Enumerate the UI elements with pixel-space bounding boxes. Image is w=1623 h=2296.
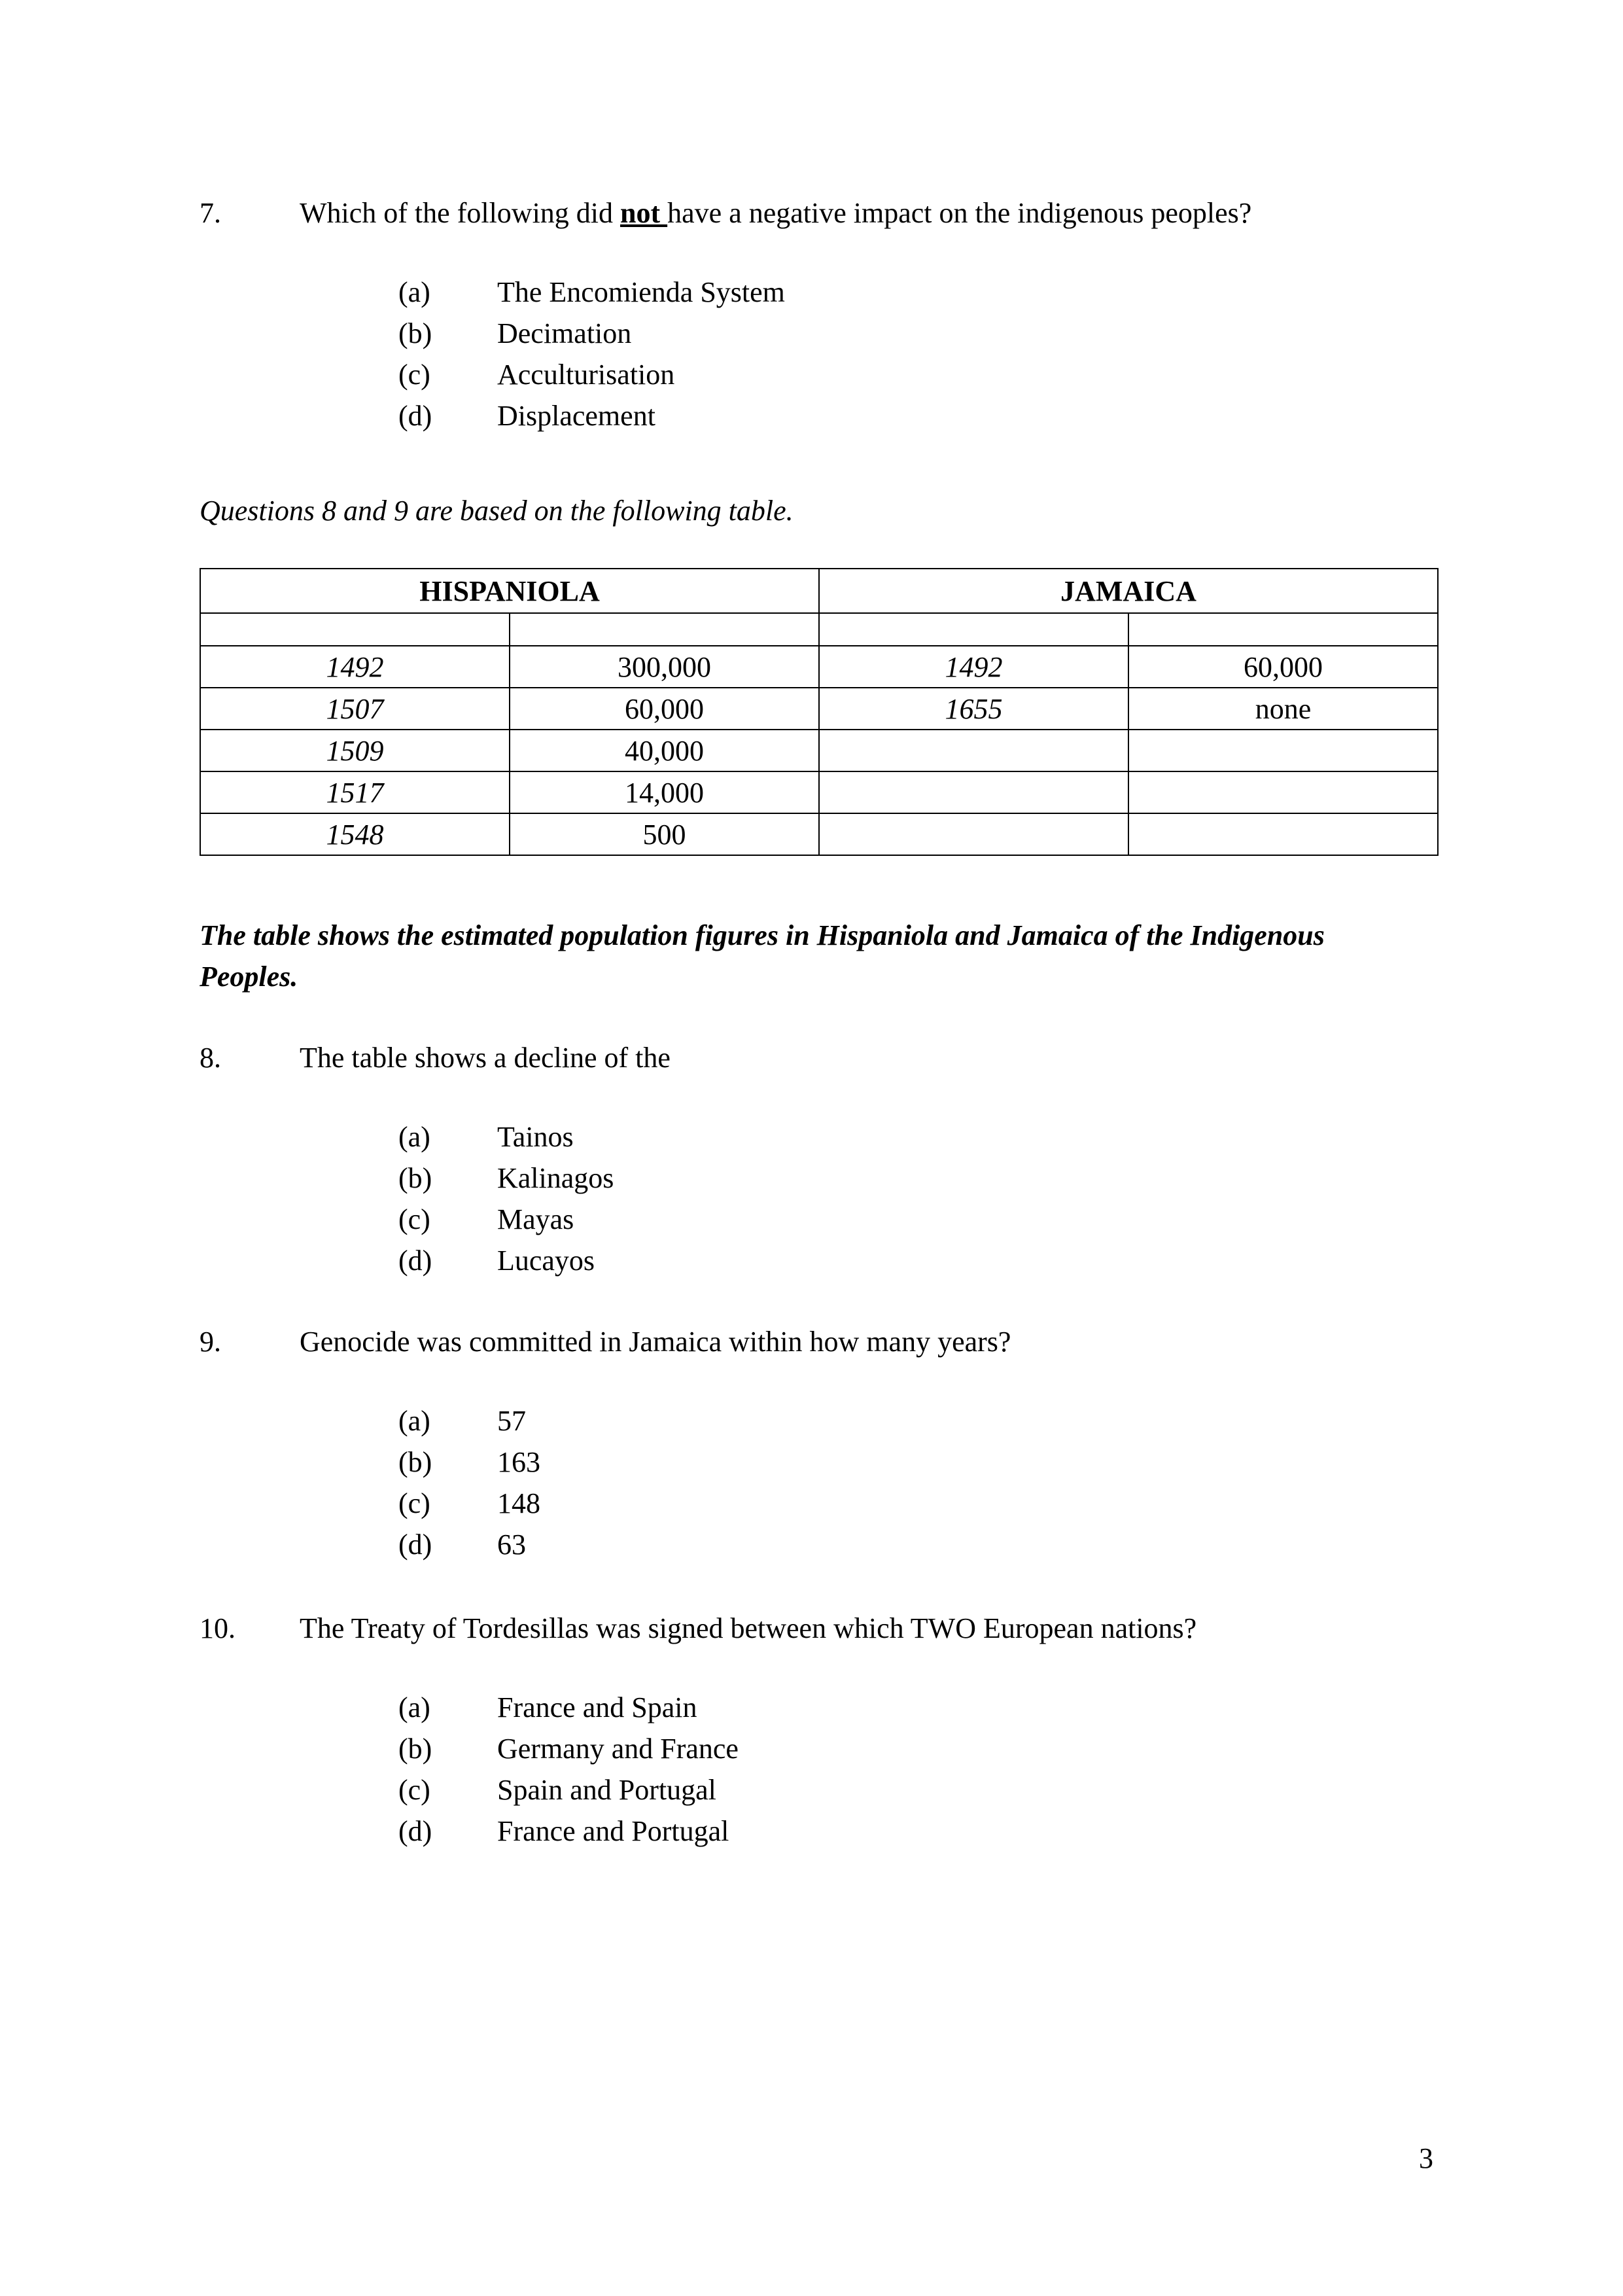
option-a-text: France and Spain	[497, 1691, 697, 1723]
question-10-text: The Treaty of Tordesillas was signed between which TWO European nations?	[300, 1612, 1197, 1644]
option-b-text: Germany and France	[497, 1733, 739, 1765]
hispaniola-year-cell: 1517	[200, 771, 510, 813]
table-caption: The table shows the estimated population figures in Hispaniola and Jamaica of the Indigenous Peoples.	[200, 919, 1325, 993]
page-number: 3	[1419, 2142, 1433, 2174]
question-7	[200, 193, 1439, 436]
table-spacer-row	[200, 613, 1438, 646]
jamaica-year-cell	[819, 771, 1128, 813]
question-7-emphasis: not	[620, 197, 668, 229]
question-7-number: 7.	[200, 197, 221, 229]
hispaniola-year-cell: 1492	[200, 646, 510, 688]
hispaniola-header-cell: HISPANIOLA	[200, 569, 819, 613]
option-b	[398, 1157, 1439, 1199]
option-d	[398, 1524, 1439, 1565]
option-a	[398, 1116, 1439, 1157]
question-10	[200, 1608, 1439, 1852]
table-cell	[819, 613, 1128, 646]
option-a	[398, 1400, 1439, 1441]
question-9-number: 9.	[200, 1326, 221, 1358]
jamaica-year-cell	[819, 730, 1128, 771]
question-8-text: The table shows a decline of the	[300, 1042, 671, 1074]
jamaica-population-cell	[1128, 771, 1438, 813]
option-b-label: (b)	[398, 317, 432, 349]
table-row	[200, 646, 1438, 688]
question-7-text-before: Which of the following did	[300, 197, 621, 229]
option-a	[398, 1687, 1439, 1728]
option-c-text: Mayas	[497, 1203, 574, 1235]
jamaica-population-cell: none	[1128, 688, 1438, 730]
option-b	[398, 1728, 1439, 1769]
question-8	[200, 1038, 1439, 1281]
question-7-text-after: have a negative impact on the indigenous peoples?	[667, 197, 1252, 229]
option-a	[398, 272, 1439, 313]
option-c	[398, 1769, 1439, 1810]
option-d	[398, 1240, 1439, 1281]
option-b-text: Decimation	[497, 317, 632, 349]
table-row	[200, 771, 1438, 813]
question-8-number: 8.	[200, 1042, 221, 1074]
option-c-label: (c)	[398, 1774, 430, 1806]
option-b-label: (b)	[398, 1162, 432, 1194]
option-d	[398, 395, 1439, 436]
option-a-text: Tainos	[497, 1121, 574, 1153]
question-10-options	[398, 1687, 1439, 1852]
jamaica-year-cell: 1492	[819, 646, 1128, 688]
option-d-label: (d)	[398, 1815, 432, 1847]
jamaica-year-cell: 1655	[819, 688, 1128, 730]
option-a-label: (a)	[398, 1691, 430, 1723]
table-row	[200, 730, 1438, 771]
option-d	[398, 1810, 1439, 1852]
option-d-label: (d)	[398, 1528, 432, 1561]
option-d-text: Lucayos	[497, 1245, 595, 1277]
question-9-options	[398, 1400, 1439, 1565]
option-c	[398, 1483, 1439, 1524]
jamaica-year-cell	[819, 813, 1128, 855]
question-9	[200, 1322, 1439, 1565]
option-a-text: The Encomienda System	[497, 276, 785, 308]
hispaniola-population-cell: 300,000	[510, 646, 819, 688]
question-10-number: 10.	[200, 1612, 236, 1644]
hispaniola-year-cell: 1548	[200, 813, 510, 855]
option-c	[398, 1199, 1439, 1240]
option-b-label: (b)	[398, 1446, 432, 1478]
option-d-text: 63	[497, 1528, 526, 1561]
option-a-label: (a)	[398, 276, 430, 308]
option-d-label: (d)	[398, 400, 432, 432]
hispaniola-population-cell: 40,000	[510, 730, 819, 771]
option-b-label: (b)	[398, 1733, 432, 1765]
option-c-label: (c)	[398, 359, 430, 391]
option-c-text: 148	[497, 1487, 540, 1519]
question-8-options	[398, 1116, 1439, 1281]
option-c-label: (c)	[398, 1487, 430, 1519]
hispaniola-year-cell: 1509	[200, 730, 510, 771]
hispaniola-year-cell: 1507	[200, 688, 510, 730]
option-b-text: 163	[497, 1446, 540, 1478]
option-b	[398, 313, 1439, 354]
population-table	[200, 568, 1439, 856]
option-b	[398, 1441, 1439, 1483]
table-row	[200, 688, 1438, 730]
hispaniola-population-cell: 500	[510, 813, 819, 855]
table-cell	[1128, 613, 1438, 646]
option-a-label: (a)	[398, 1405, 430, 1437]
table-cell	[200, 613, 510, 646]
option-c	[398, 354, 1439, 395]
question-9-text: Genocide was committed in Jamaica within how many years?	[300, 1326, 1011, 1358]
option-a-label: (a)	[398, 1121, 430, 1153]
option-d-text: Displacement	[497, 400, 655, 432]
table-header-row	[200, 569, 1438, 613]
table-cell	[510, 613, 819, 646]
option-c-label: (c)	[398, 1203, 430, 1235]
table-intro-note: Questions 8 and 9 are based on the following table.	[200, 495, 794, 527]
hispaniola-population-cell: 14,000	[510, 771, 819, 813]
question-7-options	[398, 272, 1439, 436]
option-c-text: Acculturisation	[497, 359, 675, 391]
jamaica-population-cell: 60,000	[1128, 646, 1438, 688]
option-d-label: (d)	[398, 1245, 432, 1277]
option-c-text: Spain and Portugal	[497, 1774, 716, 1806]
option-d-text: France and Portugal	[497, 1815, 729, 1847]
jamaica-population-cell	[1128, 813, 1438, 855]
hispaniola-population-cell: 60,000	[510, 688, 819, 730]
jamaica-population-cell	[1128, 730, 1438, 771]
jamaica-header-cell: JAMAICA	[819, 569, 1438, 613]
question-7-text	[300, 193, 1439, 234]
option-b-text: Kalinagos	[497, 1162, 614, 1194]
table-row	[200, 813, 1438, 855]
option-a-text: 57	[497, 1405, 526, 1437]
